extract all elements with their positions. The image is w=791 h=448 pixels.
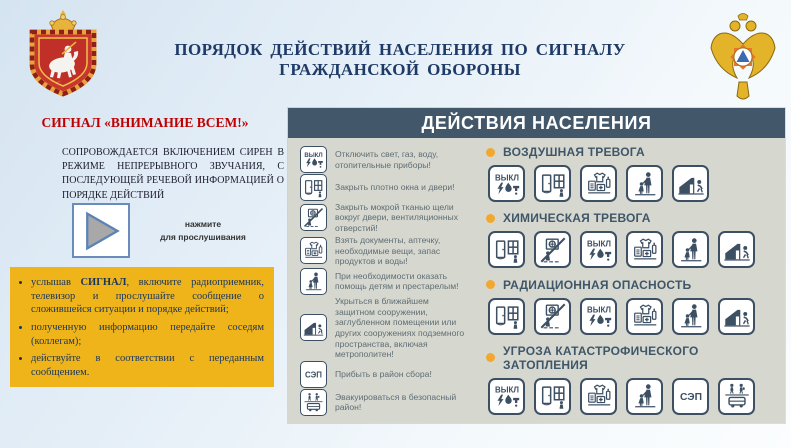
category-label: ВОЗДУШНАЯ ТРЕВОГА bbox=[486, 145, 777, 159]
instruction-item: • услышав СИГНАЛ, включите радиоприемник, телевизор и прослушайте сообщение о сложившейся ситуации и порядке действий; bbox=[31, 276, 264, 317]
checklist-item bbox=[300, 146, 470, 173]
evacuate-icon bbox=[300, 389, 327, 416]
actions-panel bbox=[288, 108, 785, 423]
power-off-icon bbox=[300, 146, 327, 173]
category-radiation-danger bbox=[486, 278, 777, 335]
windows-doors-icon bbox=[488, 231, 525, 268]
category-chemical-alert bbox=[486, 211, 777, 268]
seal-gaps-icon bbox=[534, 231, 571, 268]
checklist-item bbox=[300, 268, 470, 295]
checklist-text: Укрыться в ближайшем защитном сооружении, заглубленном помещении или других сооружениях подземного пространства, включая метрополитен! bbox=[335, 295, 465, 360]
category-flood-threat bbox=[486, 344, 777, 415]
category-icon-row bbox=[488, 378, 777, 415]
seal-gaps-icon bbox=[534, 298, 571, 335]
windows-doors-icon bbox=[488, 298, 525, 335]
windows-doors-icon bbox=[300, 174, 327, 201]
bullet-dot-icon bbox=[486, 280, 495, 289]
bullet-dot-icon bbox=[486, 353, 495, 362]
bullet-dot-icon bbox=[486, 148, 495, 157]
checklist-text: Эвакуироваться в безопасный район! bbox=[335, 391, 457, 413]
help-children-icon bbox=[300, 268, 327, 295]
take-shelter-icon bbox=[672, 165, 709, 202]
help-children-icon bbox=[626, 165, 663, 202]
play-icon bbox=[78, 209, 124, 253]
power-off-icon bbox=[580, 231, 617, 268]
play-hint-line1: нажмите bbox=[184, 218, 222, 229]
checklist-item bbox=[300, 174, 470, 201]
signal-description: СОПРОВОЖДАЕТСЯ ВКЛЮЧЕНИЕМ СИРЕН В РЕЖИМЕ НЕПРЕРЫВНОГО ЗВУЧАНИЯ, С ПОСЛЕДУЮЩЕЙ РЕЧЕВОЙ ИНФОРМАЦИЕЙ О ПОРЯДКЕ ДЕЙСТВИЙ bbox=[62, 147, 284, 201]
actions-panel-body bbox=[288, 138, 785, 423]
take-shelter-icon bbox=[300, 314, 327, 341]
help-children-icon bbox=[672, 231, 709, 268]
checklist-text: При необходимости оказать помощь детям и престарелым! bbox=[335, 270, 459, 292]
power-off-icon bbox=[488, 378, 525, 415]
checklist-text: Прибыть в район сбора! bbox=[335, 369, 432, 380]
emercom-russia-emblem-icon bbox=[707, 10, 779, 106]
svg-text:ВЫКЛ: ВЫКЛ bbox=[586, 239, 611, 249]
category-icon-row bbox=[488, 165, 777, 202]
take-documents-icon bbox=[626, 298, 663, 335]
category-air-raid bbox=[486, 145, 777, 202]
play-audio-button[interactable] bbox=[72, 203, 130, 258]
svg-text:ВЫКЛ: ВЫКЛ bbox=[494, 173, 519, 183]
checklist-item bbox=[300, 389, 470, 416]
play-row bbox=[72, 203, 282, 258]
instruction-box bbox=[10, 267, 274, 387]
actions-panel-title: ДЕЙСТВИЯ НАСЕЛЕНИЯ bbox=[288, 108, 785, 138]
play-hint-line2: для прослушивания bbox=[160, 231, 246, 242]
category-icon-row bbox=[488, 231, 777, 268]
power-off-icon bbox=[488, 165, 525, 202]
take-documents-icon bbox=[580, 378, 617, 415]
instruction-list bbox=[16, 276, 264, 379]
checklist-item bbox=[300, 361, 470, 388]
svg-text:ВЫКЛ: ВЫКЛ bbox=[586, 305, 611, 315]
sep-assembly-icon bbox=[672, 378, 709, 415]
category-label: ХИМИЧЕСКАЯ ТРЕВОГА bbox=[486, 211, 777, 225]
checklist-text: Отключить свет, газ, воду, отопительные приборы! bbox=[335, 148, 439, 170]
category-label: РАДИАЦИОННАЯ ОПАСНОСТЬ bbox=[486, 278, 777, 292]
category-label: УГРОЗА КАТАСТРОФИЧЕСКОГО ЗАТОПЛЕНИЯ bbox=[486, 344, 777, 372]
take-documents-icon bbox=[300, 237, 327, 264]
instruction-item: • действуйте в соответствии с переданным сообщением. bbox=[31, 352, 264, 379]
checklist-text: Закрыть плотно окна и двери! bbox=[335, 182, 455, 192]
windows-doors-icon bbox=[534, 378, 571, 415]
alert-categories bbox=[474, 138, 785, 423]
svg-text:СЭП: СЭП bbox=[305, 370, 322, 380]
svg-text:СЭП: СЭП bbox=[679, 392, 702, 404]
take-shelter-icon bbox=[718, 298, 755, 335]
checklist-text: Взять документы, аптечку, необходимые вещи, запас продуктов и воды! bbox=[335, 234, 441, 267]
moscow-oblast-coat-of-arms-icon bbox=[22, 8, 104, 98]
evacuate-icon bbox=[718, 378, 755, 415]
help-children-icon bbox=[626, 378, 663, 415]
windows-doors-icon bbox=[534, 165, 571, 202]
help-children-icon bbox=[672, 298, 709, 335]
svg-text:ВЫКЛ: ВЫКЛ bbox=[304, 151, 323, 159]
play-hint bbox=[148, 218, 258, 244]
checklist-item bbox=[300, 235, 470, 267]
instruction-item: • полученную информацию передайте соседям (коллегам); bbox=[31, 321, 264, 348]
checklist-item bbox=[300, 202, 470, 234]
signal-title: СИГНАЛ «ВНИМАНИЕ ВСЕМ!» bbox=[41, 115, 249, 130]
power-off-icon bbox=[580, 298, 617, 335]
actions-checklist bbox=[288, 138, 474, 423]
svg-text:ВЫКЛ: ВЫКЛ bbox=[494, 386, 519, 396]
take-documents-icon bbox=[626, 231, 663, 268]
bullet-dot-icon bbox=[486, 214, 495, 223]
sep-assembly-icon bbox=[300, 361, 327, 388]
checklist-item bbox=[300, 296, 470, 360]
take-shelter-icon bbox=[718, 231, 755, 268]
category-icon-row bbox=[488, 298, 777, 335]
slide-title: ПОРЯДОК ДЕЙСТВИЙ НАСЕЛЕНИЯ ПО СИГНАЛУ ГРАЖДАНСКОЙ ОБОРОНЫ bbox=[174, 40, 626, 79]
take-documents-icon bbox=[580, 165, 617, 202]
checklist-text: Закрыть мокрой тканью щели вокруг двери, вентиляционных отверстий! bbox=[335, 201, 458, 234]
seal-gaps-icon bbox=[300, 204, 327, 231]
